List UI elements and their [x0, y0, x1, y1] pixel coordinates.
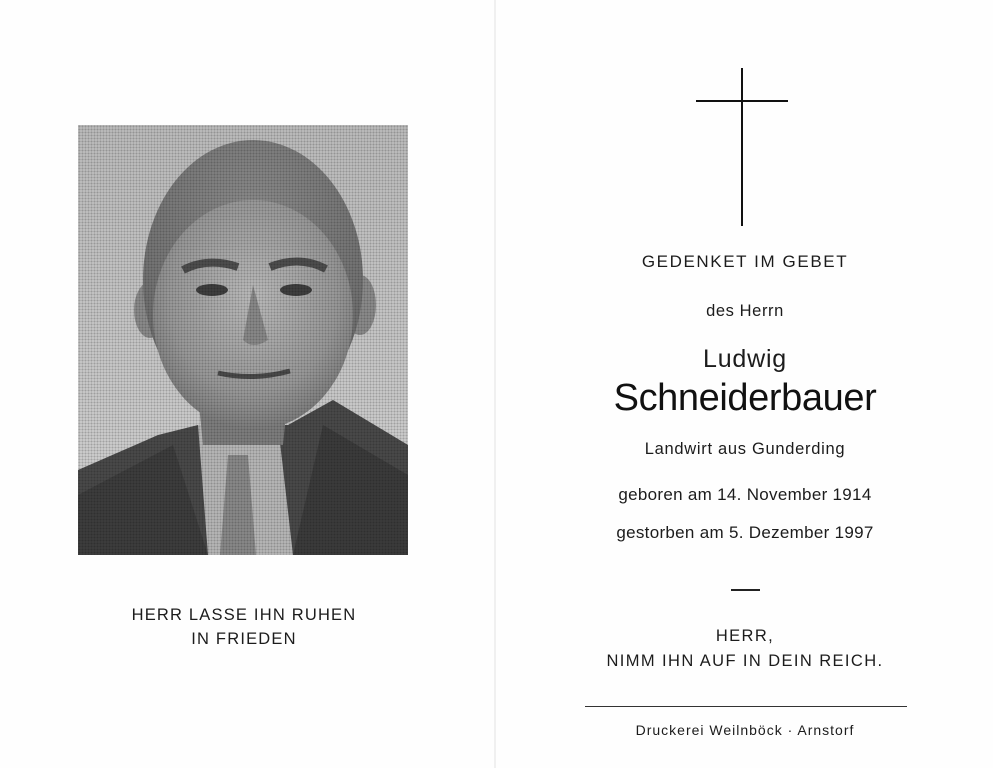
portrait-photo [78, 125, 408, 555]
footer-rule [585, 706, 907, 707]
latin-cross-icon [696, 68, 788, 226]
separator-dash [731, 589, 760, 591]
right-verse-line: HERR, [715, 627, 775, 645]
right-verse [560, 624, 930, 674]
cross-vertical-bar [741, 68, 743, 226]
last-name: Schneiderbauer [613, 377, 877, 419]
left-verse-line: HERR LASSE IHN RUHEN [131, 606, 357, 624]
card-fold [494, 0, 496, 768]
birth-date: geboren am 14. November 1914 [618, 485, 872, 504]
cross-horizontal-bar [696, 100, 788, 102]
heading: GEDENKET IM GEBET [641, 252, 849, 271]
left-verse-line: IN FRIEDEN [191, 630, 297, 648]
printer-credit: Druckerei Weilnböck · Arnstorf [635, 722, 855, 738]
first-name: Ludwig [702, 345, 788, 373]
right-verse-line: NIMM IHN AUF IN DEIN REICH. [606, 652, 884, 670]
salutation: des Herrn [706, 302, 784, 320]
occupation: Landwirt aus Gunderding [644, 440, 846, 458]
left-verse [80, 603, 408, 651]
death-date: gestorben am 5. Dezember 1997 [616, 523, 874, 542]
